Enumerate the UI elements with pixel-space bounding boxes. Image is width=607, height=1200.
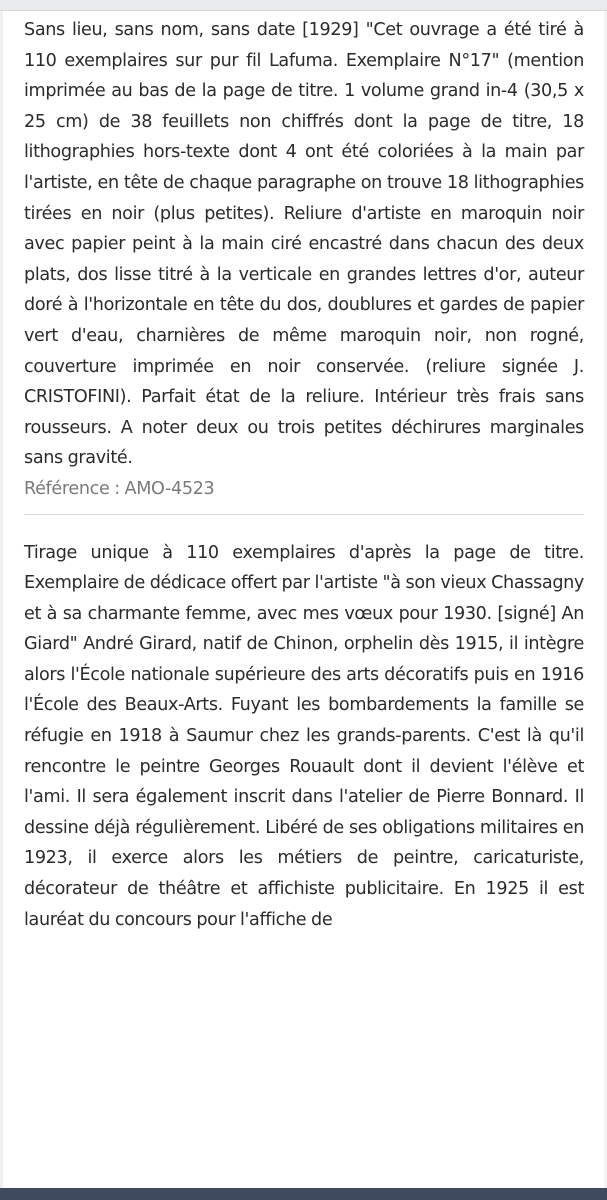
- item-description: Sans lieu, sans nom, sans date [1929] "Cet ouvrage a été tiré à 110 exemplaires sur pur fil Lafuma. Exemplaire N°17" (mention imprimée au bas de la page de titre. 1 volume grand in-4 (30,5 x 25 cm) de 38 feuillets non chiffrés dont la page de titre, 18 lithographies hors-texte dont 4 ont été coloriées à la main par l'artiste, en tête de chaque paragraphe on trouve 18 lithographies tirées en noir (plus petites). Reliure d'artiste en maroquin noir avec papier peint à la main ciré encastré dans chacun des deux plats, dos lisse titré à la verticale en grandes lettres d'or, auteur doré à l'horizontale en tête du dos, doublures et gardes de papier vert d'eau, charnières de même maroquin noir, non rogné, couverture imprimée en noir conservée. (reliure signée J. CRISTOFINI). Parfait état de la reliure. Intérieur très frais sans rousseurs. A noter deux ou trois petites déchirures marginales sans gravité.: [24, 20, 584, 469]
- listing-content: [24, 15, 584, 935]
- item-description: Tirage unique à 110 exemplaires d'après la page de titre. Exemplaire de dédicace offert par l'artiste "à son vieux Chassagny et à sa charmante femme, avec mes vœux pour 1930. [signé] An Giard" André Girard, natif de Chinon, orphelin dès 1915, il intègre alors l'École nationale supérieure des arts décoratifs puis en 1916 l'École des Beaux-Arts. Fuyant les bombardements la famille se réfugie en 1918 à Saumur chez les grands-parents. C'est là qu'il rencontre le peintre Georges Rouault dont il devient l'élève et l'ami. Il sera également inscrit dans l'atelier de Pierre Bonnard. Il dessine déjà régulièrement. Libéré de ses obligations militaires en 1923, il exerce alors les métiers de peintre, caricaturiste, décorateur de théâtre et affichiste publicitaire. En 1925 il est lauréat du concours pour l'affiche de: [24, 542, 584, 930]
- item-divider: [24, 514, 584, 515]
- listing-item: [24, 538, 584, 936]
- item-reference: Référence : AMO-4523: [24, 478, 215, 499]
- top-toolbar-strip: [0, 0, 607, 11]
- listing-item: [24, 15, 584, 505]
- left-border: [0, 11, 3, 1188]
- bottom-navigation-bar: [0, 1188, 607, 1200]
